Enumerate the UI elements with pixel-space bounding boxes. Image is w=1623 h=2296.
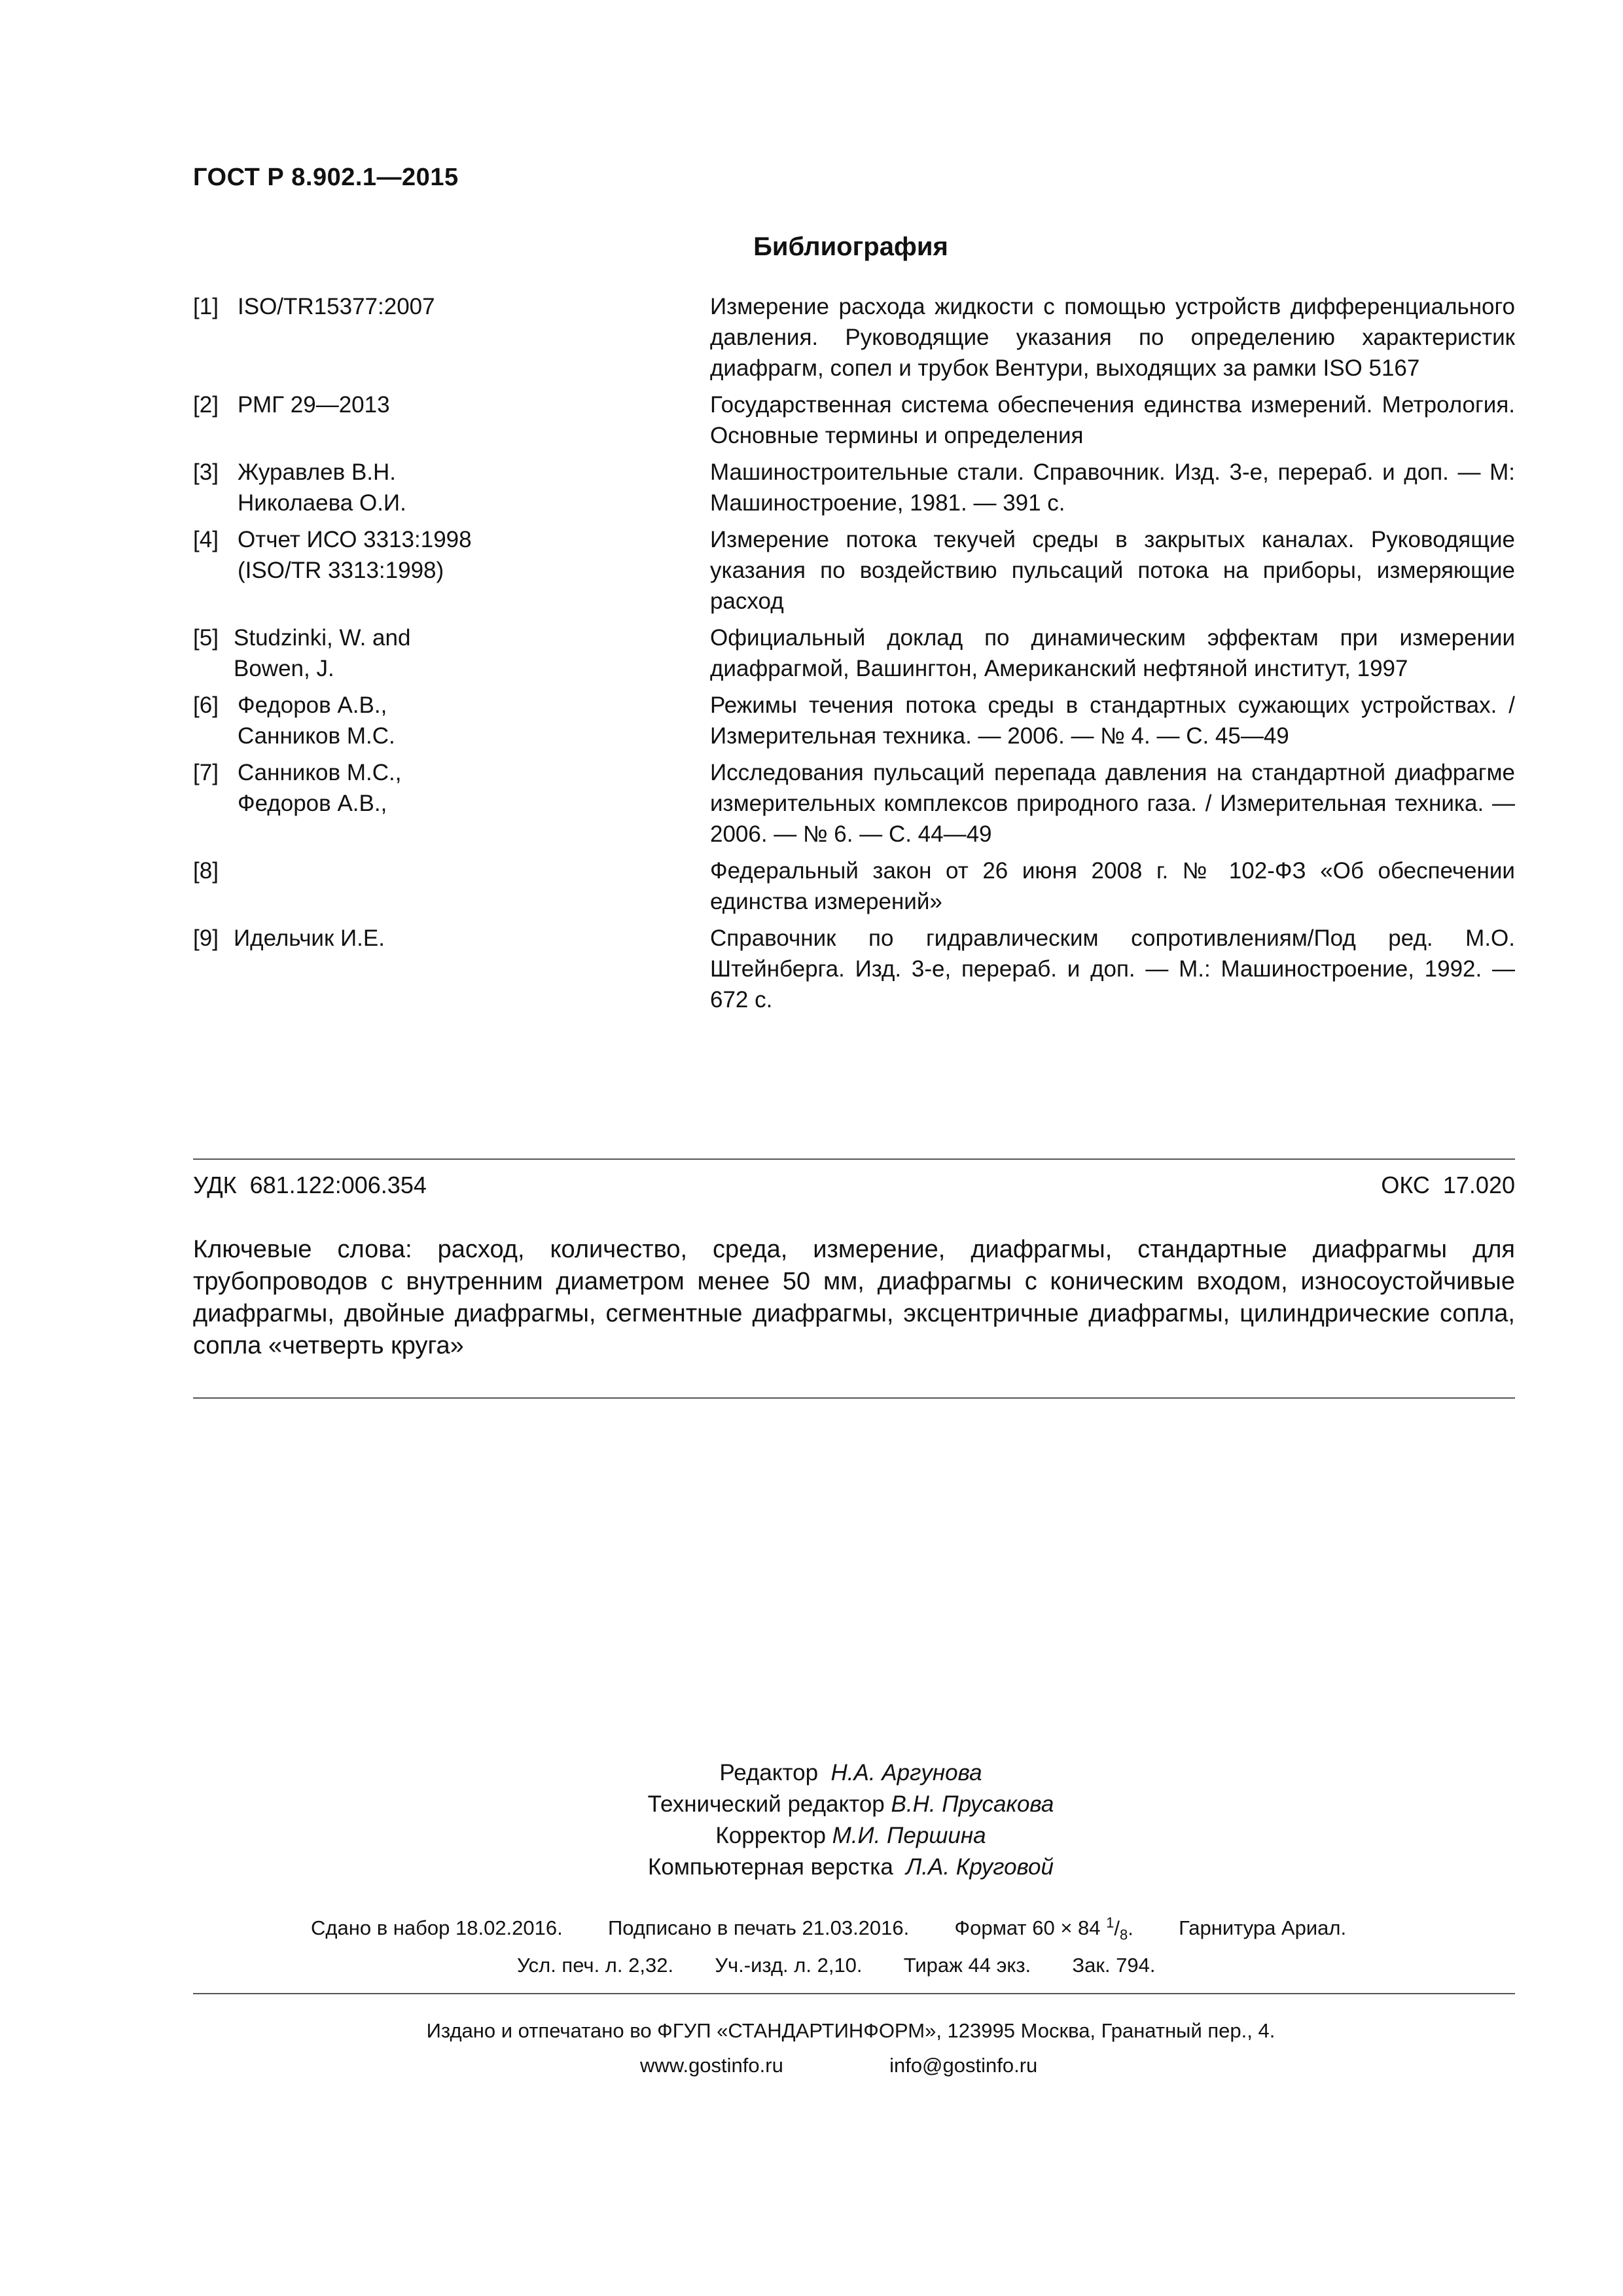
bibliography-item-number: [7] — [193, 760, 219, 785]
credit-editor: Редактор Н.А. Аргунова — [719, 1760, 982, 1785]
udk-code: УДК 681.122:006.354 — [193, 1172, 427, 1198]
bibliography-item-number: [2] — [193, 392, 219, 418]
bibliography-item-source: Федоров А.В., Санников М.С. — [238, 692, 395, 749]
bibliography-item-number: [8] — [193, 858, 219, 884]
bibliography-item-number: [1] — [193, 294, 219, 319]
bibliography-title: Библиография — [753, 232, 948, 261]
bibliography-item — [193, 524, 1515, 617]
divider-top — [193, 1158, 1515, 1160]
bibliography-item-source: ISO/TR15377:2007 — [238, 294, 435, 319]
divider-keywords — [193, 1397, 1515, 1399]
imprint-typeset: Сдано в набор 18.02.2016. — [311, 1916, 563, 1940]
bibliography-item-source: РМГ 29—2013 — [238, 392, 390, 418]
credits-block — [0, 1757, 1623, 1883]
bibliography-item — [193, 690, 1515, 751]
imprint-order: Зак. 794. — [1072, 1954, 1156, 1977]
bibliography-item-source: Идельчик И.Е. — [234, 925, 385, 951]
bibliography-item-number: [4] — [193, 527, 219, 552]
oks-code: ОКС 17.020 — [1381, 1172, 1515, 1198]
bibliography-item — [193, 389, 1515, 451]
bibliography-item-description: Режимы течения потока среды в стандартных сужающих устройствах. / Измерительная техника. — 2006. — № 4. — С. 45—49 — [710, 692, 1515, 749]
bibliography-item-number: [9] — [193, 925, 219, 951]
publisher-website[interactable]: www.gostinfo.ru — [640, 2054, 783, 2077]
bibliography-item-description: Измерение потока текучей среды в закрытых каналах. Руководящие указания по воздействию пульсаций потока на приборы, измеряющие расход — [710, 527, 1515, 614]
publisher-email[interactable]: info@gostinfo.ru — [889, 2054, 1038, 2077]
publisher-line: Издано и отпечатано во ФГУП «СТАНДАРТИНФОРМ», 123995 Москва, Гранатный пер., 4. — [426, 2019, 1275, 2042]
bibliography-item — [193, 855, 1515, 917]
bibliography-item-source: Отчет ИСО 3313:1998 (ISO/TR 3313:1998) — [238, 527, 472, 583]
bibliography-item-description: Справочник по гидравлическим сопротивлениям/Под ред. М.О. Штейнберга. Изд. 3-е, перераб. и доп. — М.: Машиностроение, 1992. — 672 с. — [710, 925, 1515, 1013]
imprint-signed: Подписано в печать 21.03.2016. — [608, 1916, 910, 1940]
publisher-contacts — [640, 2054, 1037, 2077]
bibliography-item — [193, 622, 1515, 684]
bibliography-item — [193, 923, 1515, 1015]
bibliography-item-number: [5] — [193, 625, 219, 651]
standard-number: ГОСТ Р 8.902.1—2015 — [193, 164, 459, 191]
imprint-print-sheets: Усл. печ. л. 2,32. — [517, 1954, 674, 1977]
bibliography-item — [193, 457, 1515, 518]
keywords-paragraph: Ключевые слова: расход, количество, среда, измерение, диафрагмы, стандартные диафрагмы для трубопроводов с внутренним диаметром менее 50 мм, диафрагмы с коническим входом, износоустойчивые диафрагмы, двойные диафрагмы, сегментные диафрагмы, эксцентричные диафрагмы, цилиндрические сопла, сопла «четверть круга» — [193, 1236, 1515, 1359]
bibliography-item-number: [6] — [193, 692, 219, 718]
bibliography-item-description: Федеральный закон от 26 июня 2008 г. № 102-ФЗ «Об обеспечении единства измерений» — [710, 858, 1515, 914]
credit-corrector: Корректор М.И. Першина — [715, 1823, 986, 1848]
bibliography-item-number: [3] — [193, 459, 219, 485]
imprint-pub-sheets: Уч.-изд. л. 2,10. — [715, 1954, 863, 1977]
bibliography-item-description: Машиностроительные стали. Справочник. Изд. 3-е, перераб. и доп. — М: Машиностроение, 1981. — 391 с. — [710, 459, 1515, 516]
imprint-line-2 — [517, 1954, 1156, 1977]
bibliography-item — [193, 291, 1515, 384]
bibliography-item-source: Санников М.С., Федоров А.В., — [238, 760, 402, 816]
bibliography-list — [193, 291, 1515, 1021]
bibliography-item-source: Журавлев В.Н. Николаева О.И. — [238, 459, 406, 516]
bibliography-item-source: Studzinki, W. and Bowen, J. — [234, 625, 411, 681]
imprint-line-1 — [311, 1914, 1346, 1944]
bibliography-item-description: Официальный доклад по динамическим эффектам при измерении диафрагмой, Вашингтон, Американский нефтяной институт, 1997 — [710, 625, 1515, 681]
bibliography-item — [193, 757, 1515, 850]
divider-imprint — [193, 1993, 1515, 1994]
imprint-format: Формат 60 × 84 $^1/_8$. — [954, 1914, 1133, 1943]
bibliography-item-description: Исследования пульсаций перепада давления на стандартной диафрагме измерительных комплексов природного газа. / Измерительная техника. — 2006. — № 6. — С. 44—49 — [710, 760, 1515, 847]
credit-layout: Компьютерная верстка Л.А. Круговой — [647, 1854, 1054, 1880]
credit-tech-editor: Технический редактор В.Н. Прусакова — [647, 1791, 1054, 1817]
imprint-circulation: Тираж 44 экз. — [903, 1954, 1031, 1977]
bibliography-item-description: Измерение расхода жидкости с помощью устройств дифференциального давления. Руководящие указания по определению характеристик диафрагм, сопел и трубок Вентури, выходящих за рамки ISO 5167 — [710, 294, 1515, 381]
bibliography-item-description: Государственная система обеспечения единства измерений. Метрология. Основные термины и определения — [710, 392, 1515, 448]
imprint-font: Гарнитура Ариал. — [1179, 1916, 1347, 1940]
